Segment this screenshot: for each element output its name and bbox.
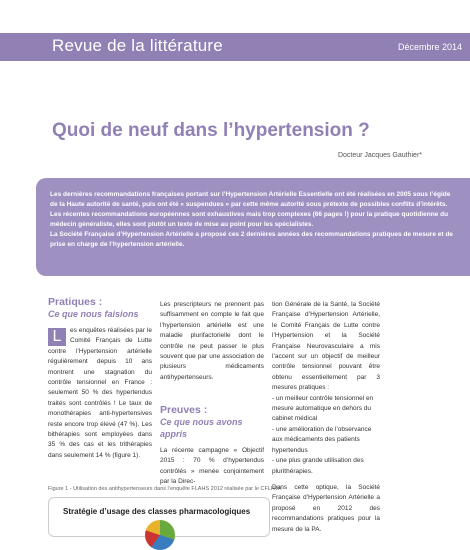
column-2-section [160, 404, 264, 488]
paragraph: La récente campagne « Objectif 2015 : 70 % d’hypertendus contrôlés » menée conjointement par la Direc- [160, 447, 264, 486]
section-subheading: Ce que nous faisions [48, 309, 139, 319]
abstract-paragraph: La Société Française d’Hypertension Artérielle a proposé ces 2 dernières années des recommandations pratiques de mesure et de prise en charge de l’hypertension artérielle. [50, 231, 453, 248]
figure-caption: Figure 1 - Utilisation des antihypertenseurs dans l’enquête FLAHS 2012 réalisée par le CFLHTA [48, 486, 282, 492]
paragraph: Dans cette optique, la Société Française d’Hypertension Artérielle a proposé en 2012 des recommandations pratiques pour la mesure de la PA. [272, 483, 380, 533]
paragraph-text: es enquêtes réalisées par le Comité Français de Lutte contre l’Hypertension artérielle régulièrement depuis 10 ans montrent une stagnation du contrôle tensionnel en France : seulement 50 % des hypertendus traités sont contrôlés ! Le taux de monothérapies anti-hypertensives reste encore trop élevé (47 %). Les bithérapies sont employées dans 35 % des cas et les trithérapies dans seulement 14 % (figure 1). [48, 327, 152, 459]
article-title: Quoi de neuf dans l’hypertension ? [52, 120, 370, 141]
section-title: Revue de la littérature [52, 36, 223, 55]
article-author: Docteur Jacques Gauthier* [337, 152, 422, 159]
bullet: - une amélioration de l’observance aux médicaments des patients hypertendus [272, 425, 372, 454]
issue-date: Décembre 2014 [397, 42, 462, 52]
column-1 [48, 296, 152, 461]
bullet: - une plus grande utilisation des plurithérapies. [272, 457, 364, 475]
section-heading: Pratiques : [48, 296, 103, 308]
bullet: - un meilleur contrôle tensionnel en mesure automatique en dehors du cabinet médical [272, 394, 374, 423]
section-header [0, 33, 470, 61]
dropcap: L [48, 328, 66, 346]
chart-title: Stratégie d’usage des classes pharmacologiques [63, 507, 251, 516]
figure-box [48, 497, 270, 537]
page-top [0, 0, 470, 33]
paragraph: tion Générale de la Santé, la Société Française d’Hypertension Artérielle, le Comité Français de Lutte contre l’Hypertension et la Société Française Neurovasculaire a mis l’accent sur un objectif de meilleur contrôle tensionnel pouvant être obtenu essentiellement par 3 mesures pratiques : [272, 301, 380, 392]
abstract-paragraph: Les récentes recommandations européennes sont exhaustives mais trop complexes (66 pages !) pour la pratique quotidienne du médecin généraliste, elles sont plutôt un texte de mise au point pour les spécialistes. [50, 211, 449, 228]
abstract-paragraph: Les dernières recommandations françaises portant sur l’Hypertension Artérielle Essentielle ont été réalisées en 2005 sous l’égide de la Haute autorité de santé, puis ont été « suspendues » par cette même autorité sous prétexte de possibles conflits d’intérêts. [50, 191, 451, 208]
column-2 [160, 300, 264, 383]
paragraph: Les prescripteurs ne prennent pas suffisamment en compte le fait que l’hypertension artérielle est une maladie plurifactorielle dont le contrôle ne peut passer le plus souvent que par une association de plusieurs médicaments antihypertenseurs. [160, 301, 264, 381]
paragraph [48, 326, 152, 461]
section-heading: Preuves : [160, 404, 208, 416]
pie-chart [145, 520, 175, 550]
column-3 [272, 300, 380, 535]
section-subheading: Ce que nous avons appris [160, 417, 243, 439]
abstract-box [36, 178, 470, 276]
